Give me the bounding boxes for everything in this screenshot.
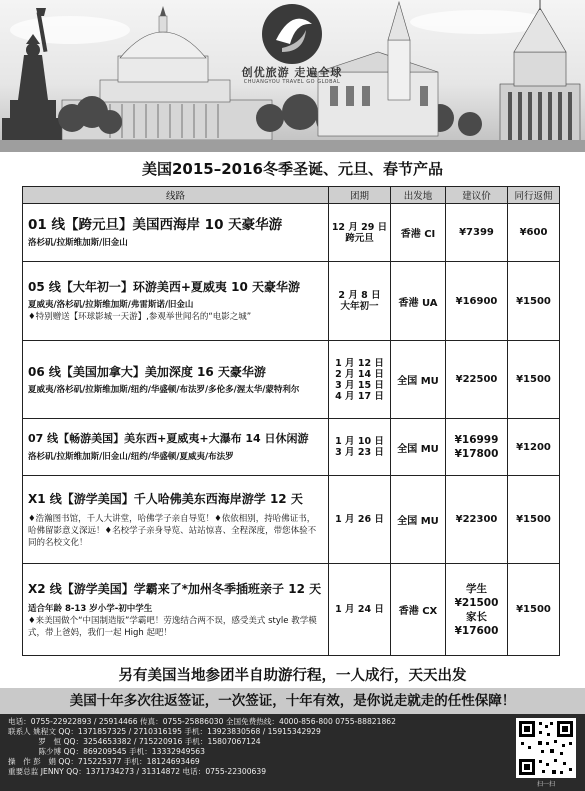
- contact-footer: [0, 714, 585, 791]
- header-dates: 团期: [329, 187, 391, 204]
- header-banner: [0, 0, 585, 152]
- price-value: ¥21500: [454, 596, 499, 609]
- departure-cell: 全国 MU: [391, 341, 446, 419]
- tour-date: 大年初一: [340, 301, 379, 312]
- table-row: [23, 204, 560, 262]
- route-cities: 洛杉矶/拉斯维加斯/旧金山: [28, 237, 128, 248]
- commission-cell: ¥1500: [508, 341, 560, 419]
- departure-cell: 香港 CX: [391, 564, 446, 656]
- route-cell: [23, 204, 329, 262]
- route-audience: 适合年龄 8-13 岁小学-初中学生: [28, 603, 153, 614]
- tour-date: 1 月 12 日: [335, 357, 384, 369]
- dates-cell: [329, 341, 391, 419]
- dates-cell: [329, 476, 391, 564]
- route-cell: [23, 341, 329, 419]
- price-cell: ¥7399: [446, 204, 508, 262]
- route-cell: [23, 476, 329, 564]
- tour-date: 1 月 26 日: [335, 514, 384, 525]
- route-title: X2 线【游学美国】学霸来了*加州冬季插班亲子 12 天: [28, 581, 322, 596]
- route-title: 07 线【畅游美国】美东西+夏威夷+大瀑布 14 日休闲游: [28, 432, 309, 445]
- departure-cell: 全国 MU: [391, 476, 446, 564]
- contact-person: 重要总监 JENNY QQ：1371734273 / 31314872 电话：0755-22300639: [8, 767, 267, 776]
- table-header-row: [23, 187, 560, 204]
- route-title: X1 线【游学美国】千人哈佛美东西海岸游学 12 天: [28, 491, 303, 506]
- commission-cell: ¥1200: [508, 419, 560, 476]
- commission-cell: ¥1500: [508, 476, 560, 564]
- table-row: [23, 476, 560, 564]
- route-title: 01 线【跨元旦】美国西海岸 10 天豪华游: [28, 216, 283, 233]
- commission-cell: ¥1500: [508, 564, 560, 656]
- route-cities: 夏威夷/洛杉矶/拉斯维加斯/纽约/华盛顿/布法罗/多伦多/渥太华/蒙特利尔: [28, 384, 300, 395]
- qr-code-icon[interactable]: [516, 718, 576, 778]
- route-cities: 夏威夷/洛杉矶/拉斯维加斯/弗雷斯诺/旧金山: [28, 300, 194, 310]
- visa-banner: 美国十年多次往返签证，一次签证，十年有效，是你说走就走的任性保障！: [0, 688, 585, 714]
- products-table: [22, 186, 560, 656]
- page-title: 美国2015–2016冬季圣诞、元旦、春节产品: [142, 160, 443, 178]
- table-row: [23, 262, 560, 341]
- table-row: [23, 341, 560, 419]
- price-cell: ¥16900: [446, 262, 508, 341]
- route-title: 06 线【美国加拿大】美加深度 16 天豪华游: [28, 364, 266, 379]
- header-commission: 同行返佣: [508, 187, 560, 204]
- route-cell: [23, 419, 329, 476]
- table-row: [23, 419, 560, 476]
- price-cell: ¥22300: [446, 476, 508, 564]
- qr-label: 扫一扫: [536, 781, 555, 788]
- route-cities: 洛杉矶/拉斯维加斯/旧金山/纽约/华盛顿/夏威夷/布法罗: [28, 452, 234, 462]
- tour-date: 2 月 8 日: [338, 290, 381, 301]
- price-cell: [446, 419, 508, 476]
- departure-cell: 香港 UA: [391, 262, 446, 341]
- tour-date: 2 月 14 日: [335, 368, 384, 380]
- price-value: ¥17600: [454, 624, 499, 637]
- commission-cell: ¥1500: [508, 262, 560, 341]
- dates-cell: [329, 204, 391, 262]
- contact-person: 陈少博 QQ：869209545 手机：13332949563: [8, 747, 205, 756]
- tour-date: 跨元旦: [345, 232, 374, 244]
- price-value: ¥17800: [454, 448, 499, 460]
- dates-cell: [329, 419, 391, 476]
- price-label: 学生: [466, 582, 487, 595]
- price-label: 家长: [466, 610, 487, 623]
- contact-person: 罗 恒 QQ：3254653382 / 715220916 手机：15807067124: [8, 737, 261, 746]
- route-note: ♦来美国做个“中国制造版”学霸吧！劳逸结合两不误，感受美式 style 教学模式，带上爸妈，我们一起 High 起吧！: [28, 615, 317, 638]
- route-cell: [23, 564, 329, 656]
- tour-date: 4 月 17 日: [335, 390, 384, 402]
- contact-person: 联系人 姚程文 QQ：1371857325 / 2710316195 手机：13923830568 / 15915342929: [8, 727, 321, 736]
- commission-cell: ¥600: [508, 204, 560, 262]
- route-note: ♦浩瀚图书馆，千人大讲堂，哈佛学子亲自导览！♦依依相别，持哈佛证书，哈佛留影意义深远！♦名校学子亲身导览、站站惊喜、全程深度，带您体验不同的名校文化！: [28, 513, 317, 548]
- tour-date: 3 月 23 日: [335, 447, 384, 458]
- tour-date: 3 月 15 日: [335, 379, 384, 391]
- table-row: [23, 564, 560, 656]
- header-departure: 出发地: [391, 187, 446, 204]
- header-price: 建议价: [446, 187, 508, 204]
- tour-date: 1 月 24 日: [335, 604, 384, 615]
- departure-cell: 香港 CI: [391, 204, 446, 262]
- price-cell: [446, 564, 508, 656]
- departure-cell: 全国 MU: [391, 419, 446, 476]
- route-title: 05 线【大年初一】环游美西+夏威夷 10 天豪华游: [28, 280, 300, 294]
- promo-line: 另有美国当地参团半自助游行程，一人成行，天天出发: [118, 668, 467, 684]
- logo-name-cn: 创优旅游 走遍全球: [241, 66, 343, 79]
- dates-cell: [329, 564, 391, 656]
- price-value: ¥16999: [454, 434, 499, 446]
- contact-phone-row: 电话：0755-22922893 / 25914466 传真：0755-25886030 全国免费热线：4000-856-800 0755-88821862: [8, 717, 396, 726]
- logo-name-en: CHUANGYOU TRAVEL GO GLOBAL: [243, 79, 341, 85]
- route-note: ♦特别赠送【环球影城一天游】,参观举世闻名的“电影之城”: [28, 312, 252, 322]
- tour-date: 1 月 10 日: [335, 436, 384, 447]
- company-logo-icon: [262, 4, 322, 64]
- dates-cell: [329, 262, 391, 341]
- contact-person: 操 作 彭 娟 QQ：715225377 手机：18124693469: [8, 757, 200, 766]
- route-cell: [23, 262, 329, 341]
- tour-date: 12 月 29 日: [331, 221, 388, 233]
- price-cell: ¥22500: [446, 341, 508, 419]
- header-route: 线路: [23, 187, 329, 204]
